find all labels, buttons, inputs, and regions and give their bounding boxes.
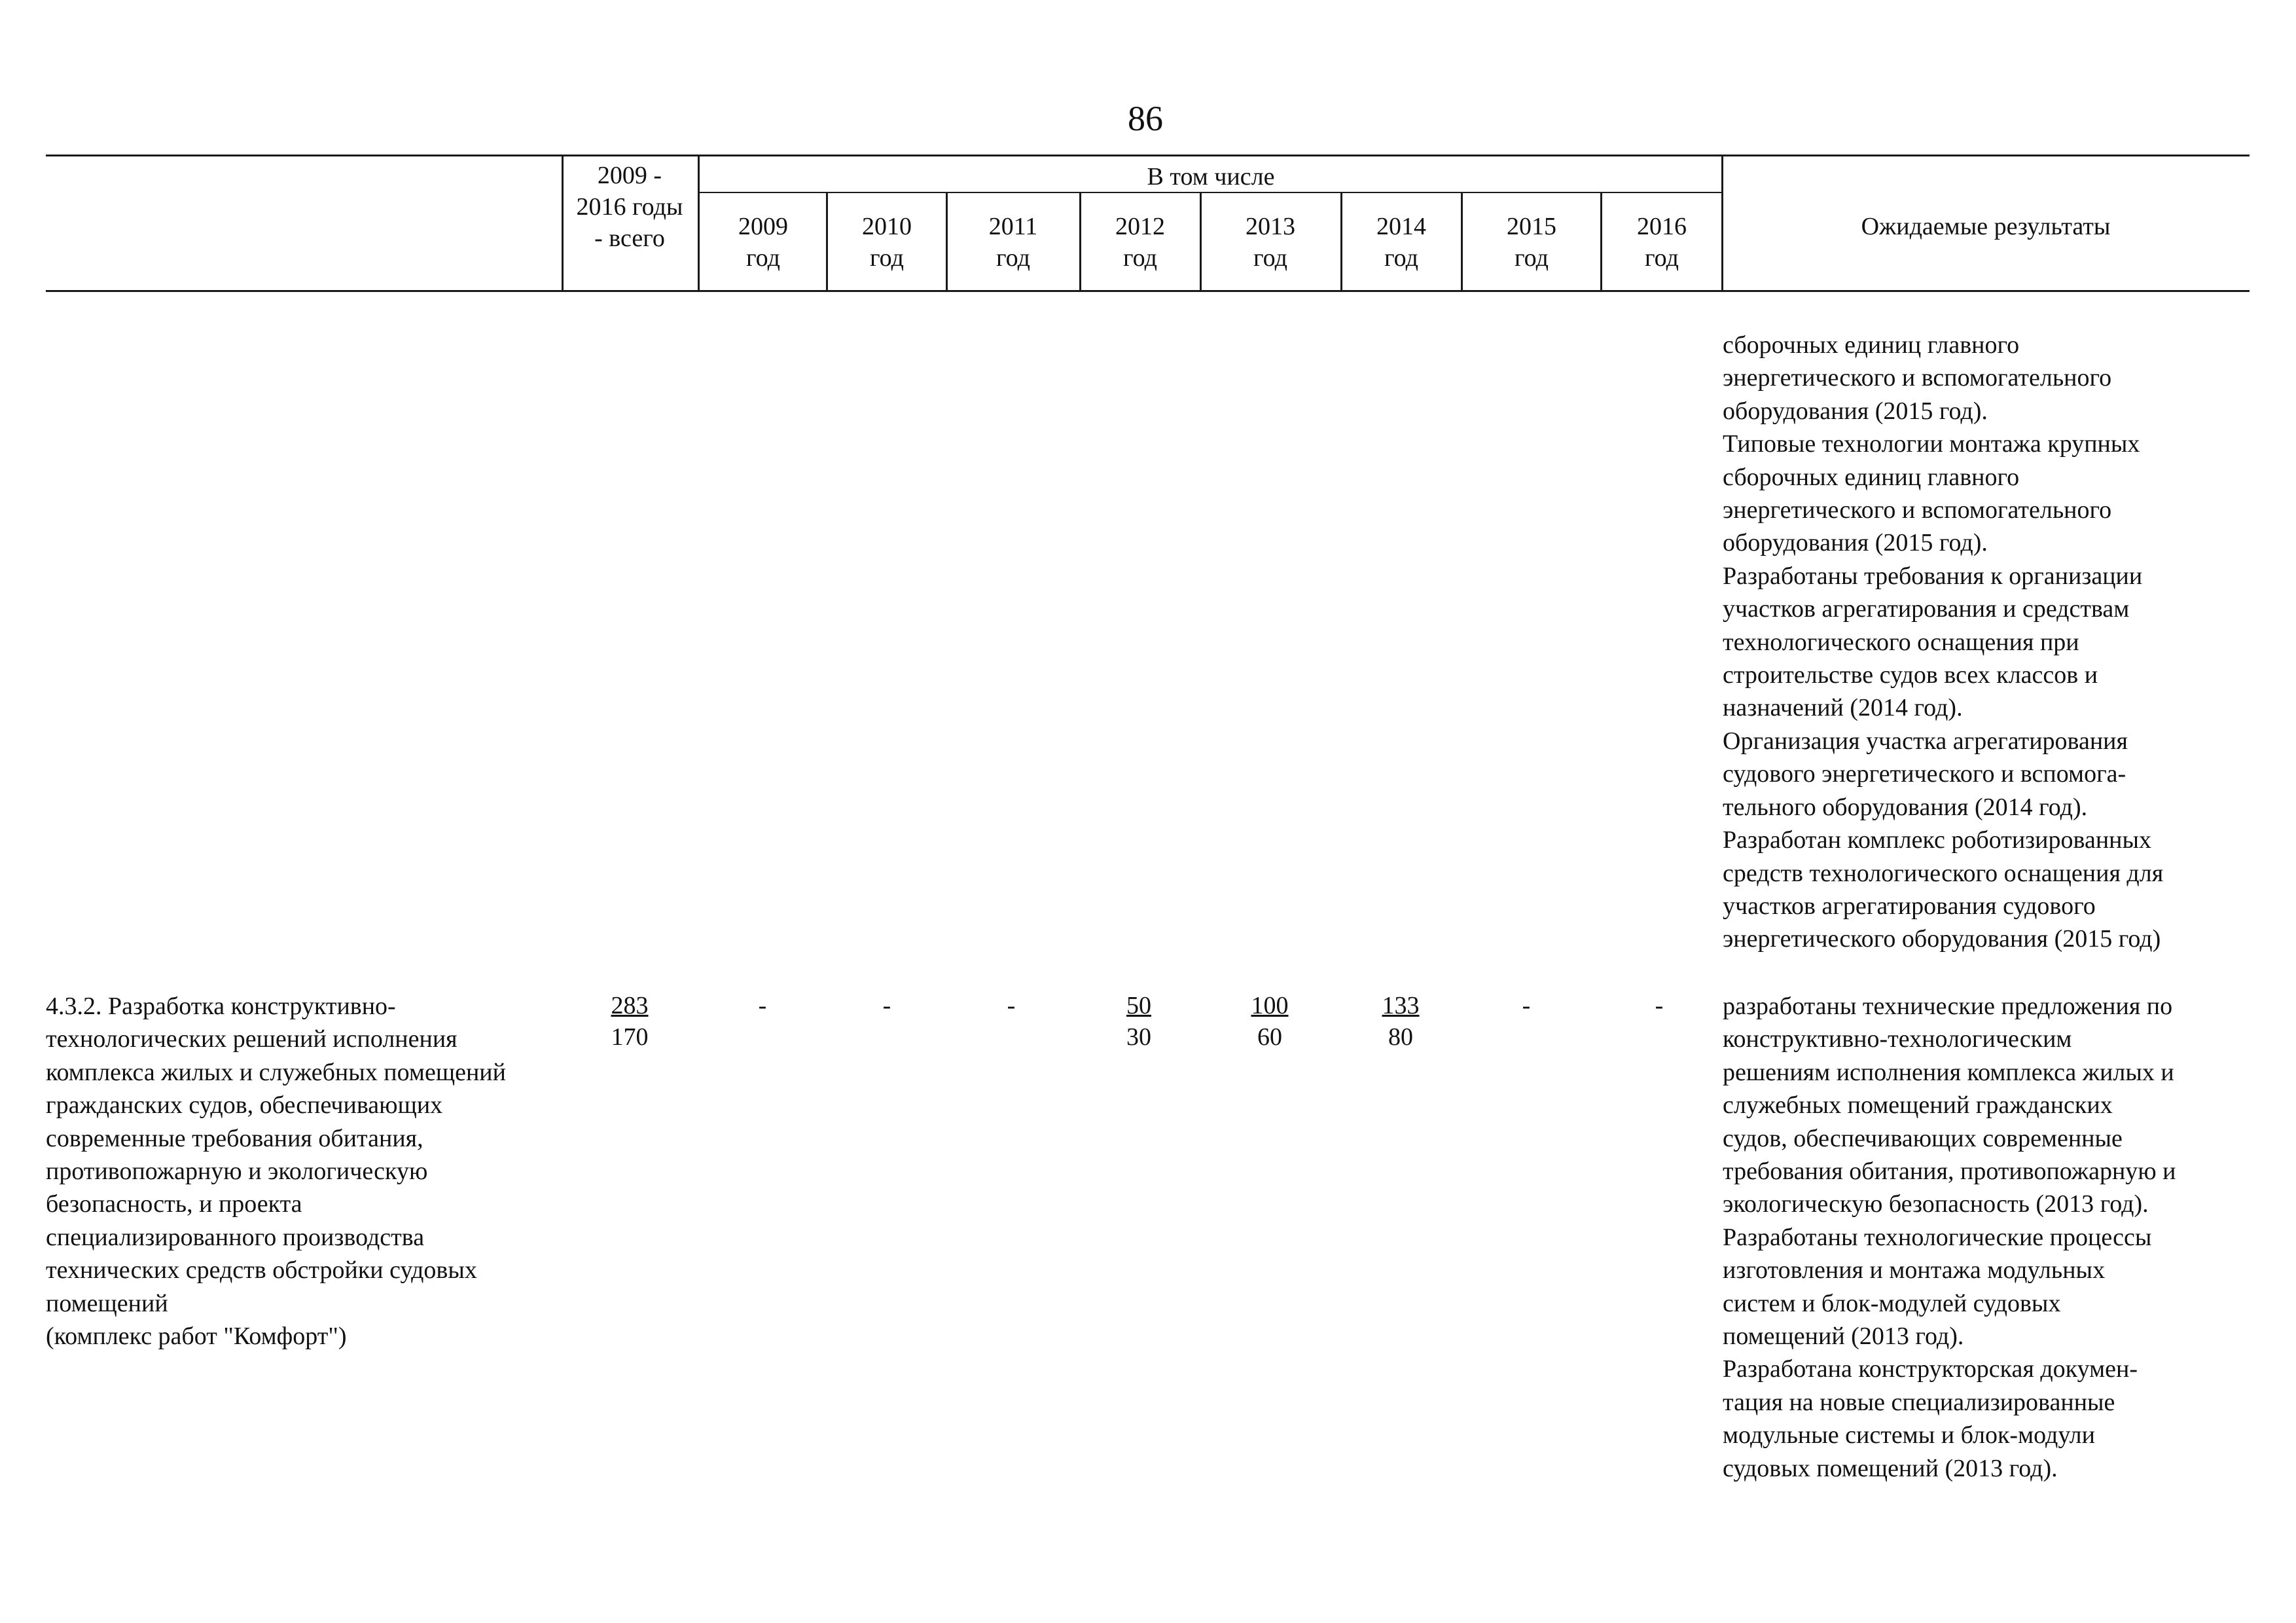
header-year-2015: 2015 год <box>1507 213 1556 272</box>
header-total-label: 2009 - 2016 годы - всего <box>576 162 683 252</box>
results-line: судов, обеспечивающих современные <box>1723 1124 2123 1152</box>
header-year-2011: 2011 год <box>988 213 1038 272</box>
results-line: сборочных единиц главного <box>1723 463 2020 491</box>
results-line: технологического оснащения при <box>1723 628 2079 656</box>
row-title-line: помещений <box>46 1289 168 1317</box>
results-line: строительстве судов всех классов и <box>1723 661 2098 689</box>
row-title-line: безопасность, и проекта <box>46 1190 302 1218</box>
row-year-2009-cell <box>717 990 808 1021</box>
year-top-value: - <box>882 992 891 1019</box>
results-line: назначений (2014 год). <box>1723 694 1963 722</box>
results-line: Организация участка агрегатирования <box>1723 727 2128 755</box>
header-year-2010: 2010 год <box>862 213 912 272</box>
results-line: судовых помещений (2013 год). <box>1723 1454 2058 1482</box>
year-top-value: 50 <box>1126 992 1151 1019</box>
year-top-value: 133 <box>1382 992 1420 1019</box>
row-title-line: противопожарную и экологическую <box>46 1158 428 1186</box>
row-title <box>46 990 563 1353</box>
year-top-value: - <box>1655 992 1664 1019</box>
header-year-2016: 2016 год <box>1637 213 1687 272</box>
row-results <box>1723 990 2266 1485</box>
year-bottom-value: 80 <box>1388 1023 1413 1051</box>
header-results-label: Ожидаемые результаты <box>1861 213 2111 240</box>
row-year-2010-cell <box>841 990 933 1021</box>
continuation-results <box>1723 329 2266 956</box>
results-line: Разработан комплекс роботизированных <box>1723 826 2152 854</box>
results-line: изготовления и монтажа модульных <box>1723 1256 2106 1285</box>
header-year-2009: 2009 год <box>738 213 788 272</box>
year-bottom-value: 60 <box>1257 1023 1282 1051</box>
results-line: разработаны технические предложения по <box>1723 993 2173 1020</box>
results-line: оборудования (2015 год). <box>1723 529 1988 557</box>
row-title-line: технических средств обстройки судовых <box>46 1256 477 1285</box>
results-line: тация на новые специализированные <box>1723 1388 2115 1416</box>
header-group-label: В том числе <box>1147 163 1275 191</box>
results-line: участков агрегатирования судового <box>1723 892 2096 920</box>
results-line: помещений (2013 год). <box>1723 1322 1964 1351</box>
header-year-2014: 2014 год <box>1376 213 1426 272</box>
year-top-value: - <box>1007 992 1016 1019</box>
year-top-value: - <box>758 992 767 1019</box>
row-title-line: 4.3.2. Разработка конструктивно- <box>46 993 396 1020</box>
results-line: энергетического оборудования (2015 год) <box>1723 925 2161 953</box>
row-year-2012-cell <box>1093 990 1185 1053</box>
results-line: энергетического и вспомогательного <box>1723 496 2112 524</box>
results-line: участков агрегатирования и средствам <box>1723 595 2130 623</box>
total-top-value: 283 <box>611 992 649 1019</box>
results-line: сборочных единиц главного <box>1723 331 2020 359</box>
page-number: 86 <box>1128 99 1163 138</box>
col-divider-results <box>1721 156 1723 291</box>
row-year-2011-cell <box>965 990 1057 1021</box>
results-line: Разработаны технологические процессы <box>1723 1223 2152 1251</box>
row-year-2014-cell <box>1355 990 1446 1053</box>
results-line: оборудования (2015 год). <box>1723 397 1988 425</box>
results-line: модульные системы и блок-модули <box>1723 1421 2095 1450</box>
row-total-cell <box>584 990 675 1053</box>
row-title-line: технологических решений исполнения <box>46 1025 457 1053</box>
results-line: средств технологического оснащения для <box>1723 859 2164 887</box>
col-divider-total <box>562 156 564 291</box>
results-line: экологическую безопасность (2013 год). <box>1723 1190 2149 1218</box>
total-bottom-value: 170 <box>611 1023 649 1051</box>
year-bottom-value: 30 <box>1126 1023 1151 1051</box>
row-title-line: специализированного производства <box>46 1223 425 1251</box>
row-title-line: (комплекс работ "Комфорт") <box>46 1322 347 1351</box>
results-line: систем и блок-модулей судовых <box>1723 1289 2061 1317</box>
results-line: требования обитания, противопожарную и <box>1723 1158 2176 1186</box>
results-line: решениям исполнения комплекса жилых и <box>1723 1058 2174 1086</box>
row-title-line: гражданских судов, обеспечивающих <box>46 1091 443 1120</box>
results-line: тельного оборудования (2014 год). <box>1723 793 2088 821</box>
row-year-2013-cell <box>1224 990 1316 1053</box>
header-top-rule <box>46 155 2250 156</box>
results-line: энергетического и вспомогательного <box>1723 364 2112 392</box>
header-bottom-rule <box>46 290 2250 292</box>
results-line: служебных помещений гражданских <box>1723 1091 2113 1120</box>
results-line: Разработаны требования к организации <box>1723 562 2143 590</box>
results-line: Разработана конструкторская докумен- <box>1723 1355 2138 1383</box>
year-top-value: - <box>1522 992 1531 1019</box>
row-year-2015-cell <box>1480 990 1572 1021</box>
row-year-2016-cell <box>1613 990 1705 1021</box>
results-line: судового энергетического и вспомога- <box>1723 760 2126 788</box>
header-year-2013: 2013 год <box>1246 213 1295 272</box>
col-divider-2009 <box>698 156 700 291</box>
row-title-line: комплекса жилых и служебных помещений <box>46 1058 506 1086</box>
year-top-value: 100 <box>1251 992 1289 1019</box>
results-line: Типовые технологии монтажа крупных <box>1723 430 2140 458</box>
results-line: конструктивно-технологическим <box>1723 1025 2072 1053</box>
header-year-2012: 2012 год <box>1115 213 1165 272</box>
row-title-line: современные требования обитания, <box>46 1124 423 1152</box>
